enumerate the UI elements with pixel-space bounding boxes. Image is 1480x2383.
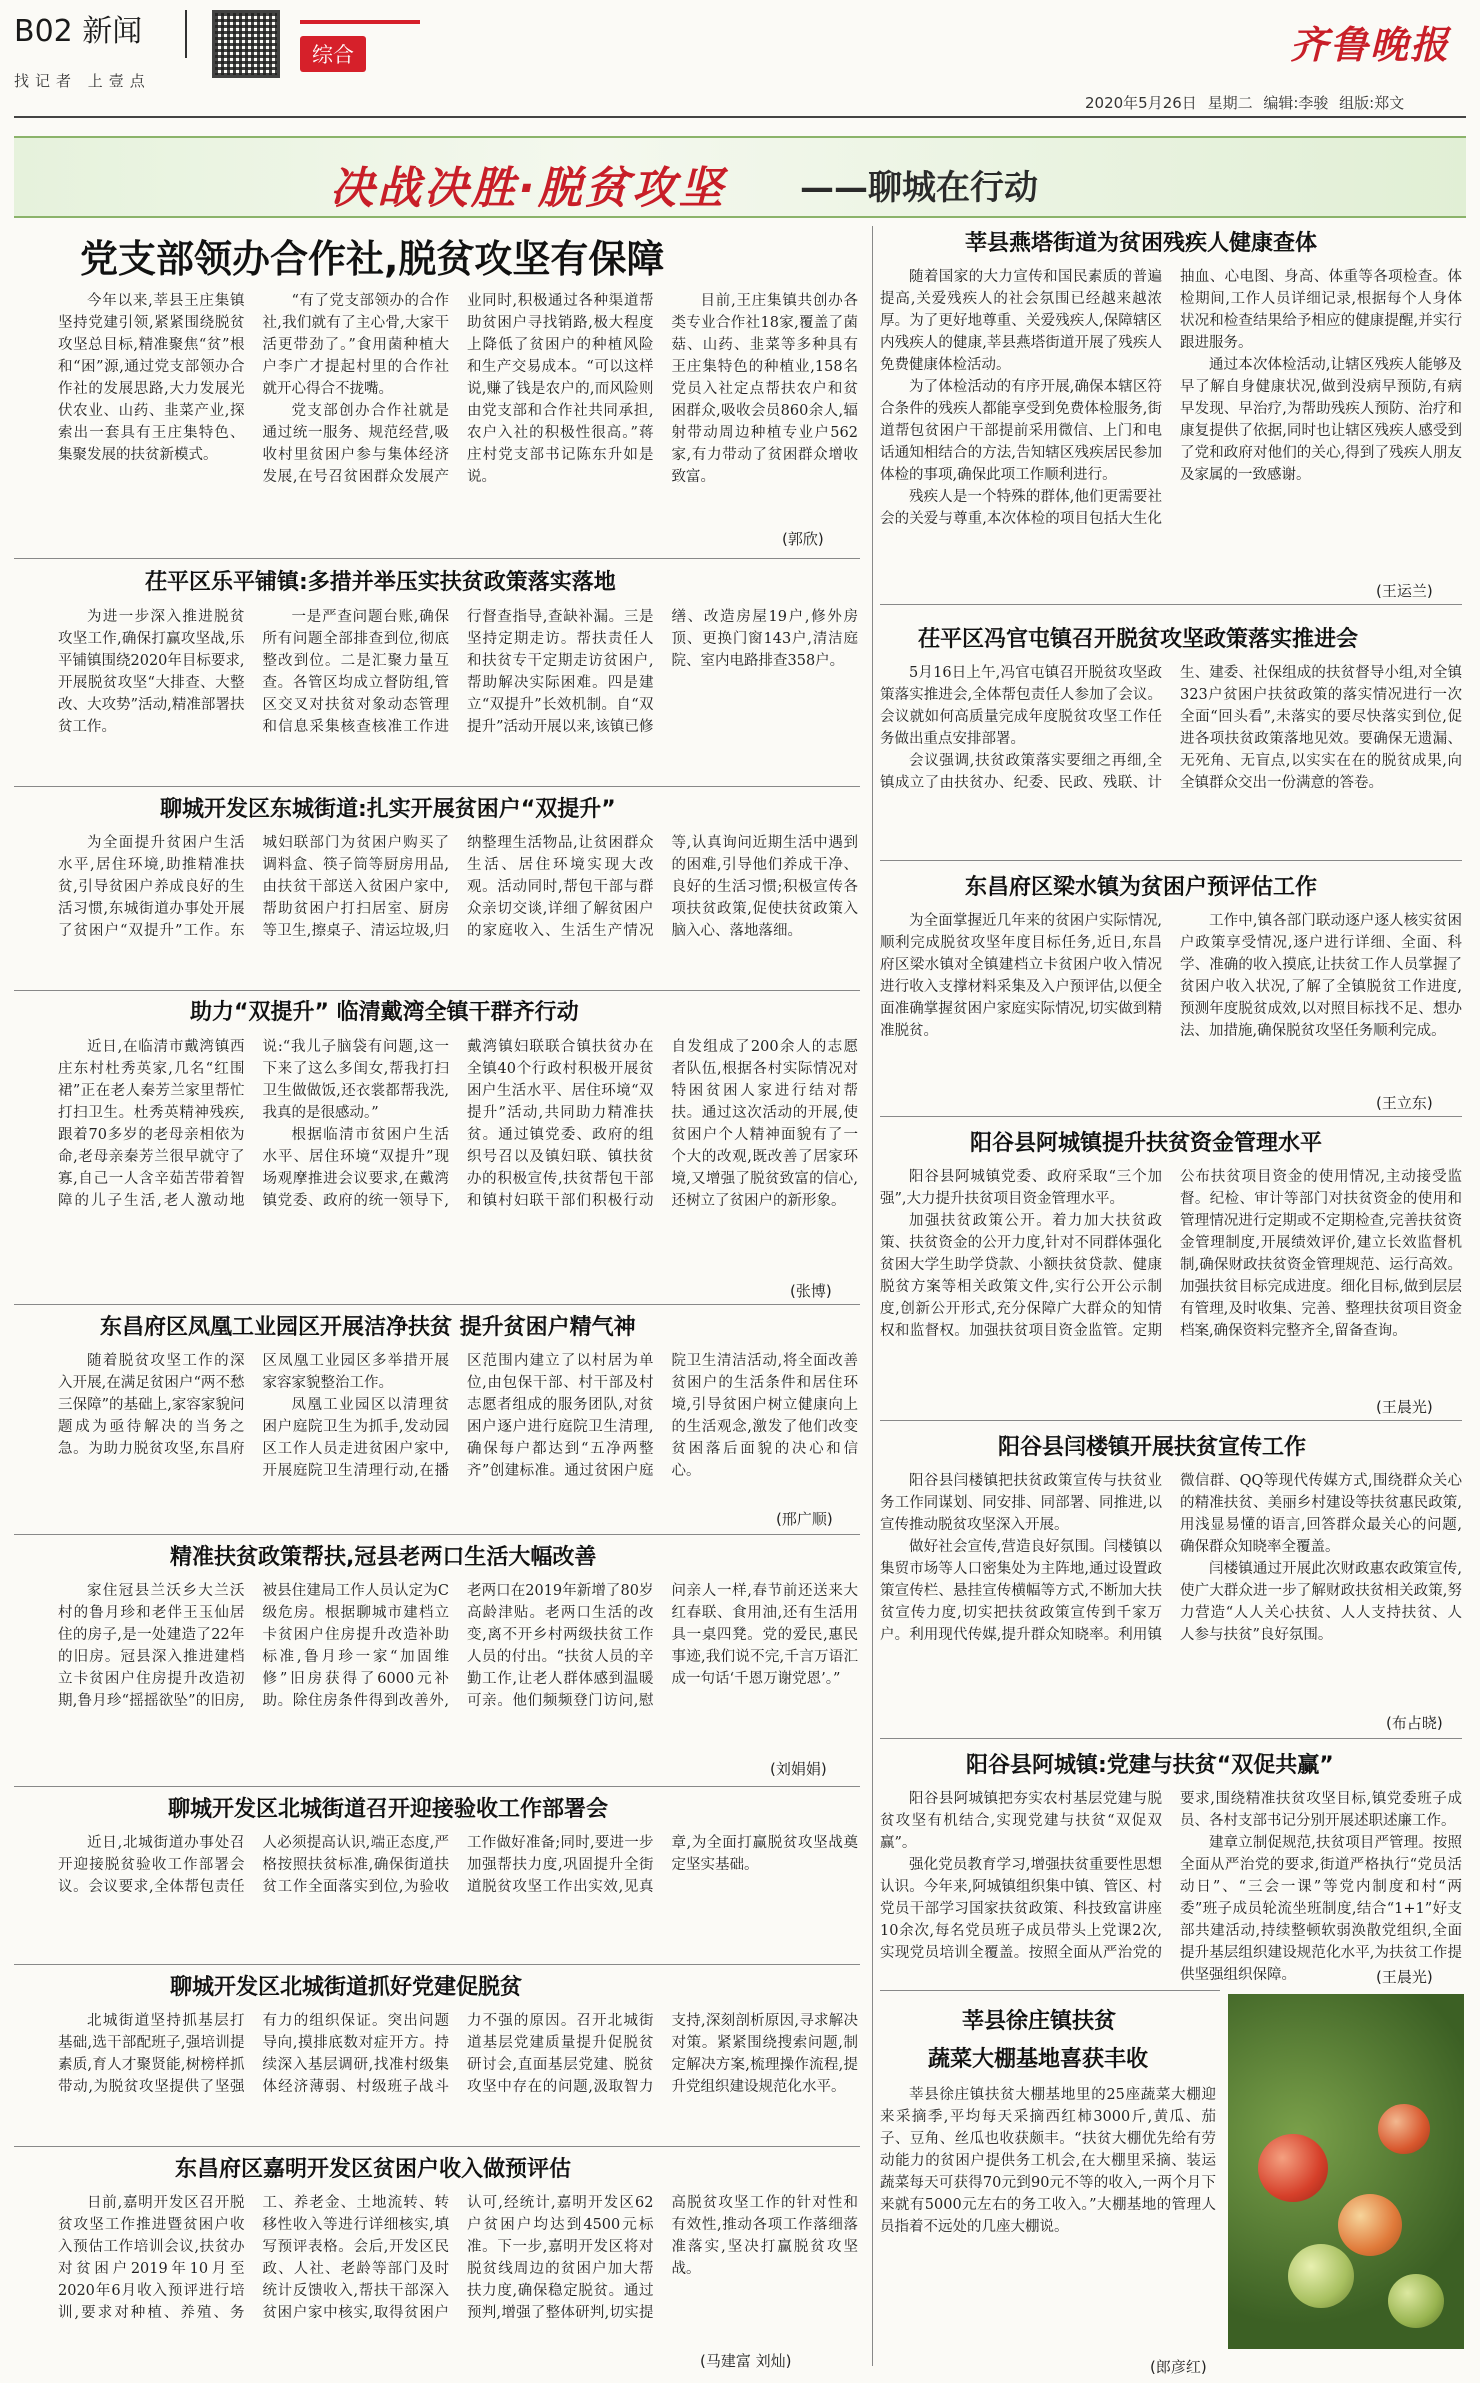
- tomato-orange: [1338, 2194, 1402, 2256]
- column-divider: [872, 226, 873, 2366]
- article-subtitle: 蔬菜大棚基地喜获丰收: [928, 2047, 1149, 2072]
- article-paragraph: 5月16日上午,冯官屯镇召开脱贫攻坚政策落实推进会,全体帮包责任人参加了会议。会议就如何高质量完成年度脱贫攻坚工作任务做出重点安排部署。: [880, 665, 1162, 747]
- issue-meta: 2020年5月26日 星期二 编辑:李骏 组版:郑文: [1085, 94, 1405, 112]
- article-body: [58, 2010, 858, 2142]
- article-paragraph: 加强扶贫政策公开。着力加大扶贫政策、扶贫资金的公开力度,针对不同群体强化贫困大学生助学贷款、小额扶贫贷款、健康脱贫方案等相关政策文件,实行公开公示制度,创新公开形式,充分保障广大群众的知情权和监督权。加强扶贫项目资金监管。定期公布扶贫项目资金的使用情况,主动接受监督。纪检、审计等部门对扶贫资金的使用和管理情况进行定期或不定期检查,完善扶贫资金管理制度,开展绩效评价,建立长效监督机制,确保财政扶贫资金管理规范、运行高效。加强扶贫目标完成进度。细化目标,做到层层有管理,及时收集、完善、整理扶贫项目资金档案,确保资料完整齐全,留备查询。: [880, 1169, 1462, 1339]
- article-title: 助力“双提升” 临清戴湾全镇干群齐行动: [190, 1000, 579, 1025]
- article-title: 阳谷县闫楼镇开展扶贫宣传工作: [998, 1435, 1307, 1460]
- header-divider: [185, 10, 187, 58]
- article-rule: [880, 1116, 1462, 1117]
- article-body: [58, 1580, 858, 1778]
- article-paragraph: 近日,北城街道办事处召开迎接脱贫验收工作部署会议。会议要求,全体帮包责任人必须提高认识,端正态度,严格按照扶贫标准,确保街道扶贫工作全面落实到位,为验收工作做好准备;同时,要进一步加强帮扶力度,巩固提升全街道脱贫攻坚工作出实效,见真章,为全面打赢脱贫攻坚战奠定坚实基础。: [58, 1835, 858, 1895]
- article-paragraph: 近日,在临清市戴湾镇西庄东村杜秀英家,几名“红围裙”正在老人秦芳兰家里帮忙打扫卫生。杜秀英精神残疾,跟着70多岁的老母亲相依为命,老母亲秦芳兰很早就守了寡,自己一人含辛茹苦带着智障的儿子生活,老人激动地说:“我儿子脑袋有问题,这一下来了这么多闺女,帮我打扫卫生做做饭,还衣裳都帮我洗,我真的是很感动。”: [58, 1039, 449, 1209]
- section-accent-line: [300, 20, 420, 24]
- article-rule: [14, 990, 860, 991]
- tomato-green: [1288, 2244, 1354, 2308]
- article-author: (马建富 刘灿): [700, 2352, 792, 2370]
- newspaper-logo: 齐鲁晚报: [1290, 22, 1451, 67]
- article-body: [58, 290, 858, 552]
- article-paragraph: 工作中,镇各部门联动逐户逐人核实贫困户政策享受情况,逐户进行详细、全面、科学、准确的收入摸底,让扶贫工作人员掌握了贫困户收入状况,了解了全镇脱贫工作进度,预测年度脱贫成效,以对照目标找不足、想办法、加措施,确保脱贫攻坚任务顺利完成。: [1180, 913, 1462, 1039]
- article-body: [880, 662, 1462, 860]
- article-body: [58, 606, 858, 782]
- article-paragraph: 会议强调,扶贫政策落实要细之再细,全镇成立了由扶贫办、纪委、民政、残联、计生、建委、社保组成的扶贫督导小组,对全镇323户贫困户扶贫政策的落实情况进行一次全面“回头看”,未落实的要尽快落实到位,促进各项扶贫政策落地见效。要确保无遗漏、无死角、无盲点,以实实在在的脱贫成果,向全镇群众交出一份满意的答卷。: [880, 665, 1462, 791]
- article-title: 东昌府区凤凰工业园区开展洁净扶贫 提升贫困户精气神: [100, 1315, 636, 1340]
- article-rule: [880, 860, 1462, 861]
- section-badge: 综合: [300, 36, 366, 72]
- banner: [14, 136, 1466, 218]
- banner-title: 决战决胜·脱贫攻坚: [330, 163, 726, 214]
- article-author: (王晨光): [1376, 1968, 1433, 1986]
- article-rule: [880, 1738, 1462, 1739]
- article-paragraph: 党支部创办合作社就是通过统一服务、规范经营,吸收村里贫困户参与集体经济发展,在号召贫困群众发展产业同时,积极通过各种渠道帮助贫困户寻找销路,极大程度上降低了贫困户的种植风险和生产交易成本。“可以这样说,赚了钱是农户的,而风险则由党支部和合作社共同承担,农户入社的积极性很高。”蒋庄村党支部书记陈东升如是说。: [262, 293, 654, 485]
- article-body: [880, 266, 1462, 596]
- article-body: [58, 1036, 858, 1302]
- article-title: 莘县徐庄镇扶贫: [962, 2009, 1117, 2034]
- article-paragraph: 目前,王庄集镇共创办各类专业合作社18家,覆盖了菌菇、山药、韭菜等多种具有王庄集特色的种植业,158名党员入社定点帮扶农户和贫困群众,吸收会员860余人,辐射带动周边种植专业户562家,有力带动了贫困群众增收致富。: [671, 293, 858, 485]
- tomato-red: [1378, 2104, 1430, 2154]
- article-rule: [14, 1534, 860, 1535]
- article-title: 茌平区冯官屯镇召开脱贫攻坚政策落实推进会: [918, 627, 1359, 652]
- article-author: (邢广顺): [776, 1510, 833, 1528]
- article-paragraph: “有了党支部领办的合作社,我们就有了主心骨,大家干活更带劲了。”食用菌种植大户李广才提起村里的合作社就开心得合不拢嘴。: [262, 293, 449, 397]
- article-paragraph: 建章立制促规范,扶贫项目严管理。按照全面从严治党的要求,街道严格执行“党员活动日”、“三会一课”等党内制度和村“两委”班子成员轮流坐班制度,结合“1+1”好支部共建活动,持续整顿软弱涣散党组织,全面提升基层组织建设规范化水平,为扶贫工作提供坚强组织保障。: [1180, 1835, 1462, 1983]
- article-paragraph: 通过本次体检活动,让辖区残疾人能够及早了解自身健康状况,做到没病早预防,有病早发现、早治疗,为帮助残疾人预防、治疗和康复提供了依据,同时也让辖区残疾人感受到了党和政府对他们的关心,得到了残疾人朋友及家属的一致感谢。: [1180, 357, 1462, 483]
- page-label: B02 新闻: [14, 14, 143, 49]
- article-paragraph: 家住冠县兰沃乡大兰沃村的鲁月珍和老伴王玉仙居住的房子,是一处建造了22年的旧房。冠县深入推进建档立卡贫困户住房提升改造初期,鲁月珍“摇摇欲坠”的旧房,被县住建局工作人员认定为C级危房。根据聊城市建档立卡贫困户住房提升改造补助标准,鲁月珍一家“加固维修”旧房获得了6000元补助。除住房条件得到改善外,老两口在2019年新增了80岁高龄津贴。老两口生活的改变,离不开乡村两级扶贫工作人员的付出。“扶贫人员的辛勤工作,让老人群体感到温暖可亲。他们频频登门访问,慰问亲人一样,春节前还送来大红春联、食用油,还有生活用具一桌四凳。党的爱民,惠民事迹,我们说不完,千言万语汇成一句话‘千恩万谢党恩’。”: [58, 1583, 858, 1709]
- article-paragraph: 阳谷县阿城镇党委、政府采取“三个加强”,大力提升扶贫项目资金管理水平。: [880, 1169, 1162, 1207]
- article-author: (布占晓): [1386, 1714, 1443, 1732]
- article-title: 莘县燕塔街道为贫困残疾人健康查体: [965, 231, 1318, 256]
- article-body: [880, 2084, 1216, 2346]
- article-body: [58, 1350, 858, 1526]
- banner-subtitle: ——聊城在行动: [800, 168, 1038, 208]
- article-title: 阳谷县阿城镇提升扶贫资金管理水平: [970, 1131, 1323, 1156]
- article-author: (郭欣): [782, 530, 824, 548]
- article-body: [58, 1832, 858, 1964]
- article-paragraph: 做好社会宣传,营造良好氛围。闫楼镇以集贸市场等人口密集处为主阵地,通过设置政策宣传栏、悬挂宣传横幅等方式,不断加大扶贫宣传力度,切实把扶贫政策宣传到千家万户。利用现代传媒,提升群众知晓率。利用镇微信群、QQ等现代传媒方式,围绕群众关心的精准扶贫、美丽乡村建设等扶贫惠民政策,用浅显易懂的语言,回答群众最关心的问题,确保群众知晓率全覆盖。: [880, 1473, 1462, 1643]
- article-title: 聊城开发区北城街道抓好党建促脱贫: [170, 1975, 523, 2000]
- article-author: (刘娟娟): [770, 1760, 827, 1778]
- article-author: (张博): [790, 1282, 832, 1300]
- article-rule: [880, 604, 1462, 605]
- article-rule: [880, 1420, 1462, 1421]
- article-author: (王运兰): [1376, 582, 1433, 600]
- byline: 找记者 上壹点: [14, 72, 151, 90]
- article-body: [880, 1470, 1462, 1734]
- article-paragraph: 北城街道坚持抓基层打基础,选干部配班子,强培训提素质,育人才聚贤能,树榜样抓带动,为脱贫攻坚提供了坚强有力的组织保证。突出问题导向,摸排底数对症开方。持续深入基层调研,找准村级集体经济薄弱、村级班子战斗力不强的原因。召开北城街道基层党建质量提升促脱贫研讨会,直面基层党建、脱贫攻坚中存在的问题,汲取智力支持,深刻剖析原因,寻求解决对策。紧紧围绕搜索问题,制定解决方案,梳理操作流程,提升党组织建设规范化水平。: [58, 2013, 858, 2095]
- article-body: [58, 2192, 858, 2368]
- article-body: [880, 1166, 1462, 1408]
- article-paragraph: 阳谷县闫楼镇把扶贫政策宣传与扶贫业务工作同谋划、同安排、同部署、同推进,以宣传推动脱贫攻坚深入开展。: [880, 1473, 1162, 1533]
- article-rule: [880, 1990, 1220, 1991]
- tomato-green: [1388, 2274, 1444, 2328]
- article-paragraph: 为全面提升贫困户生活水平,居住环境,助推精准扶贫,引导贫困户养成良好的生活习惯,东城街道办事处开展了贫困户“双提升”工作。东城妇联部门为贫困户购买了调料盒、筷子筒等厨房用品,由扶贫干部送入贫困户家中,帮助贫困户打扫居室、厨房等卫生,擦桌子、清运垃圾,归纳整理生活物品,让贫困群众生活、居住环境实现大改观。活动同时,帮包干部与群众亲切交谈,详细了解贫困户的家庭收入、生活生产情况等,认真询问近期生活中遇到的困难,引导他们养成干净、良好的生活习惯;积极宣传各项扶贫政策,促使扶贫政策入脑入心、落地落细。: [58, 835, 858, 939]
- article-title: 茌平区乐平铺镇:多措并举压实扶贫政策落实落地: [145, 570, 616, 595]
- article-rule: [14, 786, 860, 787]
- article-title: 聊城开发区东城街道:扎实开展贫困户“双提升”: [160, 797, 616, 822]
- article-paragraph: 阳谷县阿城镇把夯实农村基层党建与脱贫攻坚有机结合,实现党建与扶贫“双促双赢”。: [880, 1791, 1162, 1851]
- article-paragraph: 凤凰工业园区以清理贫困户庭院卫生为抓手,发动园区工作人员走进贫困户家中,开展庭院卫生清理行动,在播区范围内建立了以村居为单位,由包保干部、村干部及村志愿者组成的服务团队,对贫困户逐户进行庭院卫生清理,确保每户都达到“五净两整齐”创建标准。通过贫困户庭院卫生清洁活动,将全面改善贫困户的生活条件和居住环境,引导贫困户树立健康向上的生活观念,激发了他们改变贫困落后面貌的决心和信心。: [262, 1353, 858, 1479]
- article-rule: [14, 558, 860, 559]
- article-rule: [14, 1304, 860, 1305]
- article-paragraph: 一是严查问题台账,确保所有问题全部排查到位,彻底整改到位。二是汇聚力量互查。各管区均成立督防组,管区交叉对扶贫对象动态管理和信息采集核查核准工作进行督查指导,查缺补漏。三是坚持定期走访。帮扶责任人和扶贫专干定期走访贫困户,帮助解决实际困难。四是建立“双提升”长效机制。自“双提升”活动开展以来,该镇已修缮、改造房屋19户,修外房顶、更换门窗143户,清洁庭院、室内电路排查358户。: [262, 609, 858, 735]
- article-paragraph: 随着脱贫攻坚工作的深入开展,在满足贫困户“两不愁三保障”的基础上,家容家貌问题成为亟待解决的当务之急。为助力脱贫攻坚,东昌府区凤凰工业园区多举措开展家容家貌整治工作。: [58, 1353, 449, 1457]
- article-paragraph: 今年以来,莘县王庄集镇坚持党建引领,紧紧围绕脱贫攻坚总目标,精准聚焦“贫”根和“困”源,通过党支部领办合作社的发展思路,大力发展光伏农业、山药、韭菜产业,探索出一套具有王庄集特色、集聚发展的扶贫新模式。: [58, 293, 245, 463]
- article-paragraph: 为进一步深入推进脱贫攻坚工作,确保打赢攻坚战,乐平铺镇围绕2020年目标要求,开展脱贫攻坚“大排查、大整改、大攻势”活动,精准部署扶贫工作。: [58, 609, 245, 735]
- article-author: (王晨光): [1376, 1398, 1433, 1416]
- article-paragraph: 为全面掌握近几年来的贫困户实际情况,顺利完成脱贫攻坚年度目标任务,近日,东昌府区梁水镇对全镇建档立卡贫困户收入情况进行收入支撑材料采集及入户预评估,以便全面准确掌握贫困户家庭实际情况,切实做到精准脱贫。: [880, 913, 1162, 1039]
- article-rule: [14, 1786, 860, 1787]
- article-title: 东昌府区嘉明开发区贫困户收入做预评估: [175, 2157, 572, 2182]
- tomato-red: [1258, 2134, 1328, 2202]
- article-author: (王立东): [1376, 1094, 1433, 1112]
- article-paragraph: 日前,嘉明开发区召开脱贫攻坚工作推进暨贫困户收入预估工作培训会议,扶贫办对贫困户2019年10月至2020年6月收入预评进行培训,要求对种植、养殖、务工、养老金、土地流转、转移性收入等进行详细核实,填写预评表格。会后,开发区民政、人社、老龄等部门及时统计反馈收入,帮扶干部深入贫困户家中核实,取得贫困户认可,经统计,嘉明开发区62户贫困户均达到4500元标准。下一步,嘉明开发区将对脱贫线周边的贫困户加大帮扶力度,确保稳定脱贫。通过预判,增强了整体研判,切实提高脱贫攻坚工作的针对性和有效性,推动各项工作落细落准落实,坚决打赢脱贫攻坚战。: [58, 2195, 858, 2321]
- article-body: [58, 832, 858, 986]
- article-paragraph: 为了体检活动的有序开展,确保本辖区符合条件的残疾人都能享受到免费体检服务,街道帮包贫困户干部提前采用微信、上门和电话通知相结合的方法,告知辖区残疾居民参加体检的事项,确保此项工作顺利进行。: [880, 379, 1162, 483]
- article-author: (郎彦红): [1150, 2358, 1207, 2376]
- article-paragraph: 残疾人是一个特殊的群体,他们更需要社会的关爱与尊重,本次体检的项目包括大生化抽血、心电图、身高、体重等各项检查。体检期间,工作人员详细记录,根据每个人身体状况和检查结果给予相应的健康提醒,并实行跟进服务。: [880, 269, 1462, 527]
- qr-code-icon[interactable]: [212, 10, 280, 78]
- article-rule: [14, 2146, 860, 2147]
- article-body: [880, 1788, 1462, 1988]
- article-title: 精准扶贫政策帮扶,冠县老两口生活大幅改善: [170, 1545, 597, 1570]
- tomato-photo: [1228, 1994, 1464, 2349]
- article-title: 聊城开发区北城街道召开迎接验收工作部署会: [168, 1797, 609, 1822]
- article-paragraph: 随着国家的大力宣传和国民素质的普遍提高,关爱残疾人的社会氛围已经越来越浓厚。为了更好地尊重、关爱残疾人,保障辖区内残疾人的健康,莘县燕塔街道开展了残疾人免费健康体检活动。: [880, 269, 1162, 373]
- article-title: 阳谷县阿城镇:党建与扶贫“双促共赢”: [966, 1753, 1334, 1778]
- article-paragraph: 莘县徐庄镇扶贫大棚基地里的25座蔬菜大棚迎来采摘季,平均每天采摘西红柿3000斤,黄瓜、茄子、豆角、丝瓜也收获颇丰。“扶贫大棚优先给有劳动能力的贫困户提供务工机会,在大棚里采摘、装运蔬菜每天可获得70元到90元不等的收入,一两个月下来就有5000元左右的务工收入。”大棚基地的管理人员指着不远处的几座大棚说。: [880, 2087, 1216, 2235]
- header-rule: [14, 116, 1466, 118]
- article-title: 党支部领办合作社,脱贫攻坚有保障: [80, 237, 665, 281]
- article-body: [880, 910, 1462, 1108]
- article-paragraph: 闫楼镇通过开展此次财政惠农政策宣传,使广大群众进一步了解财政扶贫相关政策,努力营造“人人关心扶贫、人人支持扶贫、人人参与扶贫”良好氛围。: [1180, 1561, 1462, 1643]
- article-rule: [14, 1964, 860, 1965]
- article-paragraph: 强化党员教育学习,增强扶贫重要性思想认识。今年来,阿城镇组织集中镇、管区、村党员干部学习国家扶贫政策、科技致富讲座10余次,每名党员班子成员带头上党课2次,实现党员培训全覆盖。按照全面从严治党的要求,围绕精准扶贫攻坚目标,镇党委班子成员、各村支部书记分别开展述职述廉工作。: [880, 1791, 1462, 1961]
- article-title: 东昌府区梁水镇为贫困户预评估工作: [965, 875, 1318, 900]
- article-paragraph: 根据临清市贫困户生活水平、居住环境“双提升”现场观摩推进会议要求,在戴湾镇党委、政府的统一领导下,戴湾镇妇联联合镇扶贫办在全镇40个行政村积极开展贫困户生活水平、居住环境“双提升”活动,共同助力精准扶贫。通过镇党委、政府的组织号召以及镇妇联、镇扶贫办的积极宣传,扶贫帮包干部和镇村妇联干部们积极行动自发组成了200余人的志愿者队伍,根据各村实际情况对特困贫困人家进行结对帮扶。通过这次活动的开展,使贫困户个人精神面貌有了一个大的改观,既改善了居家环境,又增强了脱贫致富的信心,还树立了贫困户的新形象。: [262, 1039, 858, 1209]
